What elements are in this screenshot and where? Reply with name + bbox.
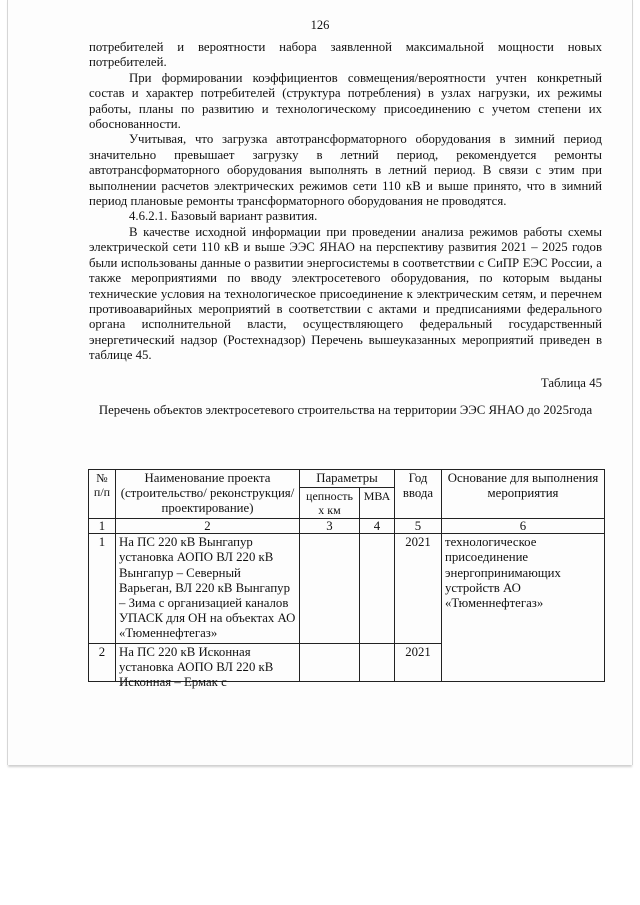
table-title: Перечень объектов электросетевого строительства на территории ЭЭС ЯНАО до 2025года [98,402,593,417]
table-caption: Таблица 45 [540,375,602,390]
row-num: 2 [89,643,116,681]
header-params-km: цепность х км [300,488,360,519]
column-number: 1 [89,519,116,534]
page-number: 126 [310,18,330,32]
header-name: Наименование проекта (строительство/ реконструкция/ проектирование) [116,470,300,519]
section-heading: 4.6.2.1. Базовый вариант развития. [129,209,318,224]
row-year: 2021 [395,534,442,643]
row-name-text: На ПС 220 кВ Исконная установка АОПО ВЛ 220 кВ Исконная – Ермак с [119,644,274,690]
paragraph: В качестве исходной информации при проведении анализа режимов работы схемы электрической сети 110 кВ и выше ЭЭС ЯНАО на перспективу развития 2021 – 2025 годов были использованы данные о развитии энергосистемы в соответствии с СиПР ЕЭС России, а также мероприятиями по вводу электросетевого оборудования, по которым выданы технические условия на технологическое присоединение к электрическим сетям, и перечнем противоаварийных мероприятий в соответствии с актами и предписаниями федерального органа исполнительной власти, осуществляющего федеральный государственный энергетический надзор (Ростехнадзор) Перечень вышеуказанных мероприятий приведен в таблице 45. [89,224,602,363]
paragraph: потребителей и вероятности набора заявленной максимальной мощности новых потребителей. [89,40,602,70]
table-row [89,534,605,643]
column-number: 5 [395,519,442,534]
row-name: На ПС 220 кВ Вынгапур установка АОПО ВЛ 220 кВ Вынгапур – Северный Варьеган, ВЛ 220 кВ Вынгапур – Зима с организацией каналов УПАСК для ОН на объектах АО «Тюменнефтегаз» [116,534,300,643]
column-number: 3 [300,519,360,534]
header-basis: Основание для выполнения мероприятия [442,470,605,519]
row-year: 2021 [395,643,442,681]
paragraph: Учитывая, что загрузка автотрансформаторного оборудования в зимний период значительно превышает загрузку в летний период, рекомендуется ремонты автотрансформаторного оборудования выполнять в летний период. В связи с этим при выполнении расчетов электрических режимов сети 110 кВ и выше принято, что в зимний период плановые ремонты трансформаторного оборудования не проводятся. [89,132,602,209]
row-num: 1 [89,534,116,643]
document-body [89,40,602,418]
header-num: № п/п [89,470,116,519]
column-number: 4 [360,519,395,534]
row-km [300,534,360,643]
row-km [300,643,360,681]
header-year: Год ввода [395,470,442,519]
projects-table [88,469,605,690]
header-params-mva: МВА [360,488,395,519]
row-name [116,643,300,690]
header-params: Параметры [300,470,395,488]
paragraph: При формировании коэффициентов совмещения/вероятности учтен конкретный состав и характер потребителей (структура потребления) в узлах нагрузки, их режимы работы, планы по развитию и технологическому присоединению с учетом степени их обоснованности. [89,70,602,132]
row-mva [360,643,395,681]
column-number-row [89,519,605,534]
column-number: 2 [116,519,300,534]
column-number: 6 [442,519,605,534]
row-mva [360,534,395,643]
table-header-row [89,470,605,488]
row-basis: технологическое присоединение энергопринимающих устройств АО «Тюменнефтегаз» [442,534,605,681]
